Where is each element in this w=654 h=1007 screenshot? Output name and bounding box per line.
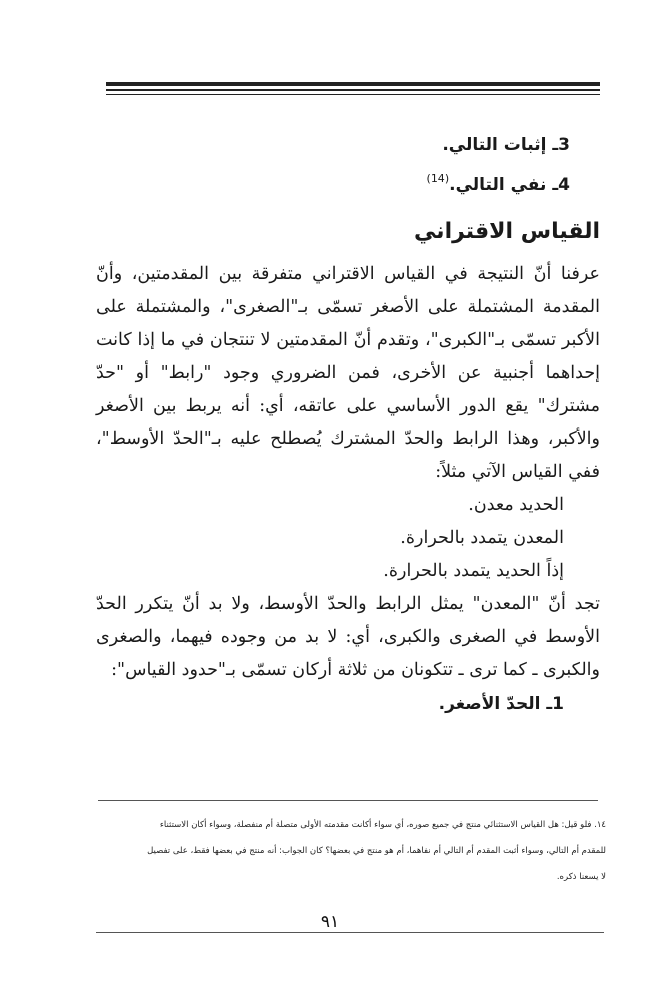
paragraph: تجد أنّ "المعدن" يمثل الرابط والحدّ الأوسط، ولا بد أنّ يتكرر الحدّ الأوسط في الصغرى والكبرى، أي: لا بد من وجوده فيهما، والصغرى والكبرى ـ كما ترى ـ تتكونان من ثلاثة أركان تسمّى بـ"حدود القياس": xyxy=(96,594,600,680)
header-rule-medium xyxy=(106,89,600,91)
list-item: 3ـ إثبات التالي. xyxy=(442,135,570,155)
section-heading: القياس الاقتراني xyxy=(414,219,600,244)
page-number: ٩١ xyxy=(320,912,340,932)
footnote-line: لا يسعنا ذكره. xyxy=(556,872,606,882)
footnote-line: ١٤. فلو قيل: هل القياس الاستثنائي منتج في جميع صوره، أي سواء أكانت مقدمته الأولى متصلة أم منفصلة، وسواء أكان الاستثناء xyxy=(159,820,606,830)
header-rule-thick xyxy=(106,82,600,86)
example-premise-major: المعدن يتمدد بالحرارة. xyxy=(400,528,564,548)
footnote-rule xyxy=(98,800,598,801)
list-item: 4ـ نفي التالي.$^{(14)}$ xyxy=(426,172,570,195)
example-conclusion: إذاً الحديد يتمدد بالحرارة. xyxy=(383,561,564,581)
numbered-item: 1ـ الحدّ الأصغر. xyxy=(438,694,564,714)
page-body xyxy=(96,128,600,721)
page-number-rule xyxy=(96,932,604,933)
header-rule-thin xyxy=(106,94,600,95)
paragraph: عرفنا أنّ النتيجة في القياس الاقتراني متفرقة بين المقدمتين، وأنّ المقدمة المشتملة على الأصغر تسمّى بـ"الصغرى"، والمشتملة على الأكبر تسمّى بـ"الكبرى"، وتقدم أنّ المقدمتين لا تنتجان في ما إذا كانت إحداهما أجنبية عن الأخرى، فمن الضروري وجود "رابط" أو "حدّ مشترك" يقع الدور الأساسي على عاتقه، أي: أنه يربط بين الأصغر والأكبر، وهذا الرابط والحدّ المشترك يُصطلح عليه بـ"الحدّ الأوسط"، ففي القياس الآتي مثلاً: xyxy=(96,264,600,482)
example-premise-minor: الحديد معدن. xyxy=(468,495,564,515)
footnote-line: للمقدم أم التالي، وسواء أثبت المقدم أم التالي أم نفاهما، أم هو منتج في بعضها؟ كان الجواب: أنه منتج في بعضها فقط، على تفصيل xyxy=(147,846,606,856)
footnote-marker[interactable]: (14) xyxy=(426,172,450,185)
footnote xyxy=(96,812,606,890)
